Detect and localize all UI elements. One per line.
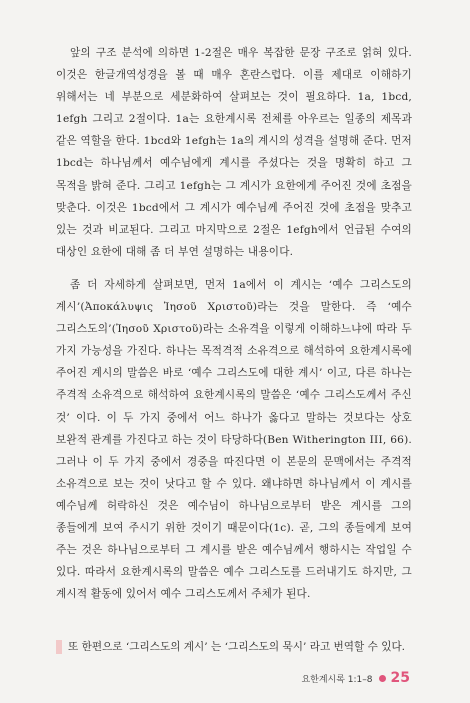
footnote [56, 638, 412, 656]
note-marker-icon [56, 640, 62, 654]
body-text [56, 42, 412, 605]
footnote-text: 또 한편으로 ‘그리스도의 계시’ 는 ‘그리스도의 묵시’ 라고 번역할 수 있다. [68, 641, 406, 653]
page-number: 25 [390, 670, 410, 686]
paragraph-genitive-analysis: 좀 더 자세하게 살펴보면, 먼저 1a에서 이 계시는 ‘예수 그리스도의 계시’(Ἀποκάλυψις Ἰησοῦ Χριστοῦ)라는 것을 말한다. 즉 ‘예수 그리스도의’(Ἰησοῦ Χριστοῦ)라는 소유격을 이렇게 이해하느냐에 따라 두 가지 가능성을 가진다. 하나는 목적격적 소유격으로 해석하여 요한계시록에 주어진 계시의 말씀은 바로 ‘예수 그리스도에 대한 계시’ 이고, 다른 하나는 주격적 소유격으로 해석하여 요한계시록의 말씀은 ‘예수 그리스도께서 주신 것’ 이다. 이 두 가지 중에서 어느 하나가 옳다고 말하는 것보다는 상호 보완적 관계를 가진다고 하는 것이 타당하다(Ben Witherington III, 66). 그러나 이 두 가지 중에서 경중을 따진다면 이 본문의 문맥에서는 주격적 소유격으로 보는 것이 낫다고 할 수 있다. 왜냐하면 하나님께서 이 계시를 예수님께 허락하신 것은 예수님이 하나님으로부터 받은 계시를 그의 종들에게 보여 주시기 위한 것이기 때문이다(1c). 곧, 그의 종들에게 보여 주는 것은 하나님으로부터 그 계시를 받은 예수님께서 행하시는 작업일 수 있다. 따라서 요한계시록의 말씀은 예수 그리스도를 드러내기도 하지만, 그 계시적 활동에 있어서 예수 그리스도께서 주체가 된다. [56, 278, 412, 601]
bullet-dot-icon [379, 675, 386, 682]
running-head: 요한계시록 1:1–8 [301, 674, 373, 685]
page-footer [301, 670, 410, 686]
paragraph-structure-analysis: 앞의 구조 분석에 의하면 1-2절은 매우 복잡한 문장 구조로 얽혀 있다. 이것은 한글개역성경을 볼 때 매우 혼란스럽다. 이를 제대로 이해하기 위해서는 네 부분으로 세분화하여 살펴보는 것이 필요하다. 1a, 1bcd, 1efgh 그리고 2절이다. 1a는 요한계시록 전체를 아우르는 일종의 제목과 같은 역할을 한다. 1bcd와 1efgh는 1a의 계시의 성격을 설명해 준다. 먼저 1bcd는 하나님께서 예수님에게 계시를 주셨다는 것을 명확히 하고 그 목적을 밝혀 준다. 그리고 1efgh는 그 계시가 요한에게 주어진 것에 초점을 맞춘다. 이것은 1bcd에서 그 계시가 예수님께 주어진 것에 초점을 맞추고 있는 것과 비교된다. 그리고 마지막으로 2절은 1efgh에서 언급된 수여의 대상인 요한에 대해 좀 더 부연 설명하는 내용이다. [56, 47, 412, 258]
